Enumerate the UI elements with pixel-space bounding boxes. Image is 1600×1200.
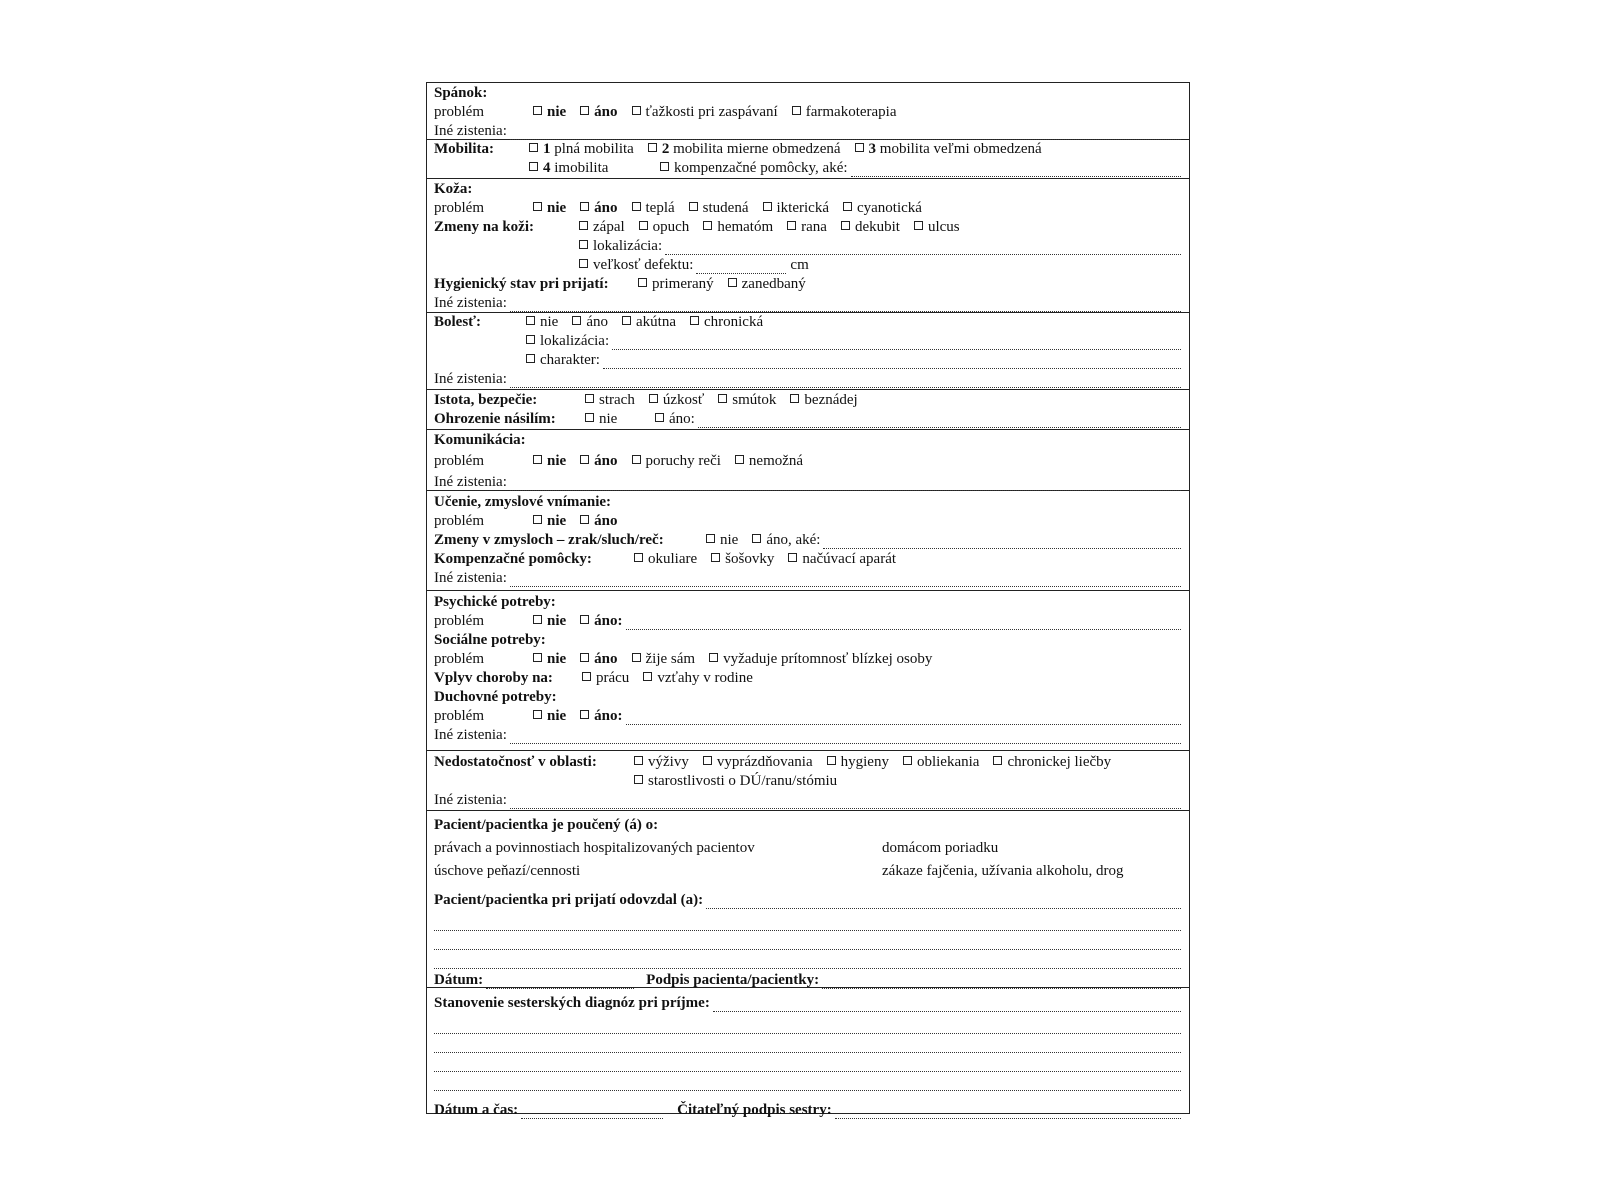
learning-checkbox-glasses[interactable]: okuliare [634,550,697,569]
checkbox-icon [632,106,641,115]
section-needs [427,591,1189,751]
pain-checkbox-no[interactable]: nie [526,313,558,332]
safety-violence-yes[interactable]: áno: [655,410,695,429]
social-checkbox-lives-alone[interactable]: žije sám [632,650,696,669]
section-pain [427,313,1189,390]
needs-other-label: Iné zistenia: [434,727,507,743]
nursing-admission-form [426,82,1190,1118]
psych-problem-label: problém [434,613,484,629]
pain-character-field[interactable] [603,356,1181,369]
education-item-rights: právach a povinnostiach hospitalizovaných pacientov [434,840,755,856]
section-mobility [427,140,1189,179]
diagnosis-line-2[interactable] [434,1034,1181,1053]
diagnosis-field[interactable] [713,999,1181,1012]
influence-checkbox-family[interactable]: vzťahy v rodine [643,669,753,688]
communication-checkbox-yes[interactable]: áno [580,450,617,473]
safety-checkbox-anxiety[interactable]: úzkosť [649,391,704,410]
social-checkbox-yes[interactable]: áno [580,650,617,669]
learning-checkbox-no[interactable]: nie [533,512,566,531]
skin-checkbox-wound[interactable]: rana [787,218,827,237]
checkbox-icon [690,316,699,325]
learning-senses-no[interactable]: nie [706,531,738,550]
skin-checkbox-decubitus[interactable]: dekubit [841,218,900,237]
checkbox-icon [660,162,669,171]
communication-other-label: Iné zistenia: [434,474,507,490]
skin-other-field[interactable] [510,299,1181,312]
checkbox-icon [709,653,718,662]
handover-label: Pacient/pacientka pri prijatí odovzdal (a): [434,892,704,908]
checkbox-icon [841,221,850,230]
checkbox-icon [533,653,542,662]
diagnosis-datetime-label: Dátum a čas: [434,1102,519,1118]
sleep-title: Spánok: [434,85,488,101]
section-skin [427,179,1189,313]
influence-checkbox-work[interactable]: prácu [582,669,629,688]
checkbox-icon [579,240,588,249]
checkbox-icon [634,553,643,562]
section-deficit [427,751,1189,811]
checkbox-icon [638,278,647,287]
checkbox-icon [585,394,594,403]
social-problem-label: problém [434,651,484,667]
skin-checkbox-cyanotic[interactable]: cyanotická [843,199,922,218]
nurse-signature-label: Čitateľný podpis sestry: [677,1102,832,1118]
checkbox-icon [580,710,589,719]
learning-aids-label: Kompenzačné pomôcky: [434,551,592,567]
communication-other-field[interactable] [510,478,1181,491]
sleep-other-label: Iné zistenia: [434,123,507,139]
learning-other-label: Iné zistenia: [434,570,507,586]
checkbox-icon [632,653,641,662]
education-item-order: domácom poriadku [882,840,999,856]
checkbox-icon [648,143,657,152]
checkbox-icon [827,756,836,765]
section-sleep [427,83,1189,140]
safety-checkbox-sadness[interactable]: smútok [718,391,776,410]
skin-checkbox-inflammation[interactable]: zápal [579,218,625,237]
checkbox-icon [703,756,712,765]
checkbox-icon [529,162,538,171]
checkbox-icon [579,221,588,230]
handover-line-3[interactable] [434,950,1181,969]
checkbox-icon [790,394,799,403]
social-title: Sociálne potreby: [434,632,546,648]
section-diagnosis [427,988,1189,1116]
psych-yes-field[interactable] [626,617,1181,630]
communication-checkbox-no[interactable]: nie [533,450,566,473]
deficit-checkbox-chronic-treatment[interactable]: chronickej liečby [993,753,1111,772]
checkbox-icon [526,354,535,363]
checkbox-icon [792,106,801,115]
checkbox-icon [718,394,727,403]
checkbox-icon [903,756,912,765]
diagnosis-line-1[interactable] [434,1015,1181,1034]
pain-checkbox-yes[interactable]: áno [572,313,608,332]
checkbox-icon [689,202,698,211]
skin-checkbox-cold[interactable]: studená [689,199,749,218]
safety-checkbox-hopelessness[interactable]: beznádej [790,391,857,410]
psych-checkbox-no[interactable]: nie [533,612,566,631]
spiritual-yes-field[interactable] [626,712,1181,725]
learning-problem-label: problém [434,513,484,529]
learning-other-field[interactable] [510,574,1181,587]
checkbox-icon [580,106,589,115]
deficit-checkbox-hygiene[interactable]: hygieny [827,753,889,772]
section-communication [427,430,1189,491]
communication-title: Komunikácia: [434,432,526,448]
checkbox-icon [579,259,588,268]
learning-checkbox-hearing-aid[interactable]: načúvací aparát [788,550,896,569]
social-checkbox-needs-close-person[interactable]: vyžaduje prítomnosť blízkej osoby [709,650,932,669]
psych-title: Psychické potreby: [434,594,556,610]
social-checkbox-no[interactable]: nie [533,650,566,669]
needs-other-field[interactable] [510,731,1181,744]
mobility-checkbox-3[interactable]: 3 mobilita veľmi obmedzená [855,140,1042,159]
handover-field[interactable] [706,896,1181,909]
checkbox-icon [706,534,715,543]
skin-title: Koža: [434,181,473,197]
pain-checkbox-acute[interactable]: akútna [622,313,676,332]
skin-changes-label: Zmeny na koži: [434,219,535,235]
checkbox-icon [580,515,589,524]
deficit-checkbox-dressing[interactable]: obliekania [903,753,979,772]
mobility-checkbox-4[interactable]: 4 imobilita [529,159,646,178]
deficit-checkbox-elimination[interactable]: vyprázdňovania [703,753,813,772]
section-safety [427,390,1189,430]
mobility-checkbox-aids[interactable]: kompenzačné pomôcky, aké: [660,159,848,178]
safety-violence-no[interactable]: nie [585,410,641,429]
spiritual-title: Duchovné potreby: [434,689,557,705]
influence-label: Vplyv choroby na: [434,670,553,686]
checkbox-icon [914,221,923,230]
skin-defect-size-field[interactable] [696,261,786,274]
spiritual-problem-label: problém [434,708,484,724]
checkbox-icon [634,775,643,784]
spiritual-checkbox-yes[interactable]: áno: [580,707,622,726]
pain-checkbox-character[interactable]: charakter: [526,351,600,370]
checkbox-icon [643,672,652,681]
checkbox-icon [585,413,594,422]
checkbox-icon [735,455,744,464]
checkbox-icon [533,615,542,624]
safety-title: Istota, bezpečie: [434,392,538,408]
sleep-other-field[interactable] [510,127,1181,140]
deficit-checkbox-nutrition[interactable]: výživy [634,753,689,772]
skin-checkbox-warm[interactable]: teplá [632,199,675,218]
section-education [427,811,1189,988]
skin-checkbox-ulcus[interactable]: ulcus [914,218,960,237]
deficit-title: Nedostatočnosť v oblasti: [434,754,597,770]
mobility-checkbox-2[interactable]: 2 mobilita mierne obmedzená [648,140,841,159]
skin-localization-field[interactable] [665,242,1181,255]
mobility-title: Mobilita: [434,141,494,157]
checkbox-icon [526,335,535,344]
education-item-money: úschove peňazí/cennosti [434,863,581,879]
sleep-checkbox-yes[interactable]: áno [580,103,617,122]
checkbox-icon [711,553,720,562]
pain-other-label: Iné zistenia: [434,371,507,387]
skin-hygiene-label: Hygienický stav pri prijatí: [434,276,609,292]
sleep-problem-label: problém [434,104,484,120]
checkbox-icon [632,455,641,464]
skin-checkbox-no[interactable]: nie [533,199,566,218]
learning-checkbox-lenses[interactable]: šošovky [711,550,774,569]
communication-problem-label: problém [434,453,484,469]
checkbox-icon [855,143,864,152]
sleep-checkbox-no[interactable]: nie [533,103,566,122]
skin-problem-label: problém [434,200,484,216]
safety-checkbox-fear[interactable]: strach [585,391,635,410]
section-learning [427,491,1189,591]
checkbox-icon [533,202,542,211]
psych-checkbox-yes[interactable]: áno: [580,612,622,631]
skin-checkbox-hematoma[interactable]: hematóm [703,218,773,237]
checkbox-icon [526,316,535,325]
deficit-checkbox-wound-care[interactable]: starostlivosti o DÚ/ranu/stómiu [634,772,837,791]
learning-senses-label: Zmeny v zmysloch – zrak/sluch/reč: [434,532,664,548]
learning-title: Učenie, zmyslové vnímanie: [434,494,612,510]
communication-checkbox-impossible[interactable]: nemožná [735,450,803,473]
checkbox-icon [529,143,538,152]
skin-checkbox-swelling[interactable]: opuch [639,218,690,237]
checkbox-icon [843,202,852,211]
communication-checkbox-speech-disorder[interactable]: poruchy reči [632,450,721,473]
mobility-checkbox-1[interactable]: 1 plná mobilita [529,140,634,159]
checkbox-icon [533,710,542,719]
learning-checkbox-yes[interactable]: áno [580,512,617,531]
skin-other-label: Iné zistenia: [434,295,507,311]
pain-localization-field[interactable] [612,337,1181,350]
checkbox-icon [533,515,542,524]
checkbox-icon [572,316,581,325]
checkbox-icon [703,221,712,230]
sleep-checkbox-falling-asleep[interactable]: ťažkosti pri zaspávaní [632,103,778,122]
checkbox-icon [788,553,797,562]
skin-checkbox-neglected[interactable]: zanedbaný [728,275,806,294]
skin-checkbox-adequate[interactable]: primeraný [638,275,714,294]
education-title: Pacient/pacientka je poučený (á) o: [434,817,659,833]
checkbox-icon [655,413,664,422]
mobility-aids-field[interactable] [851,164,1181,177]
safety-violence-label: Ohrozenie násilím: [434,411,556,427]
checkbox-icon [634,756,643,765]
checkbox-icon [728,278,737,287]
handover-line-1[interactable] [434,912,1181,931]
diagnosis-title: Stanovenie sesterských diagnóz pri príjme: [434,995,710,1011]
deficit-other-label: Iné zistenia: [434,792,507,808]
checkbox-icon [649,394,658,403]
checkbox-icon [580,615,589,624]
checkbox-icon [632,202,641,211]
skin-checkbox-defect-size[interactable]: veľkosť defektu: [579,256,693,275]
education-item-ban: zákaze fajčenia, užívania alkoholu, drog [882,863,1124,879]
checkbox-icon [580,653,589,662]
spiritual-checkbox-no[interactable]: nie [533,707,566,726]
sleep-checkbox-pharmacotherapy[interactable]: farmakoterapia [792,103,897,122]
deficit-other-field[interactable] [510,796,1181,809]
learning-senses-yes[interactable]: áno, aké: [752,531,820,550]
pain-checkbox-chronic[interactable]: chronická [690,313,763,332]
safety-violence-field[interactable] [698,415,1181,428]
skin-checkbox-icteric[interactable]: ikterická [763,199,829,218]
pain-other-field[interactable] [510,375,1181,388]
checkbox-icon [622,316,631,325]
checkbox-icon [582,672,591,681]
pain-checkbox-localization[interactable]: lokalizácia: [526,332,609,351]
handover-line-2[interactable] [434,931,1181,950]
diagnosis-datetime-field[interactable] [521,1106,663,1119]
pain-title: Bolesť: [434,314,481,330]
skin-checkbox-yes[interactable]: áno [580,199,617,218]
checkbox-icon [580,202,589,211]
patient-signature-label: Podpis pacienta/pacientky: [646,972,820,988]
checkbox-icon [580,455,589,464]
skin-checkbox-localization[interactable]: lokalizácia: [579,237,662,256]
checkbox-icon [752,534,761,543]
checkbox-icon [787,221,796,230]
learning-senses-field[interactable] [823,536,1181,549]
diagnosis-line-4[interactable] [434,1072,1181,1091]
checkbox-icon [993,756,1002,765]
checkbox-icon [639,221,648,230]
nurse-signature-field[interactable] [835,1106,1181,1119]
education-date-label: Dátum: [434,972,484,988]
checkbox-icon [533,106,542,115]
checkbox-icon [763,202,772,211]
diagnosis-line-3[interactable] [434,1053,1181,1072]
skin-defect-unit: cm [790,257,809,273]
checkbox-icon [533,455,542,464]
